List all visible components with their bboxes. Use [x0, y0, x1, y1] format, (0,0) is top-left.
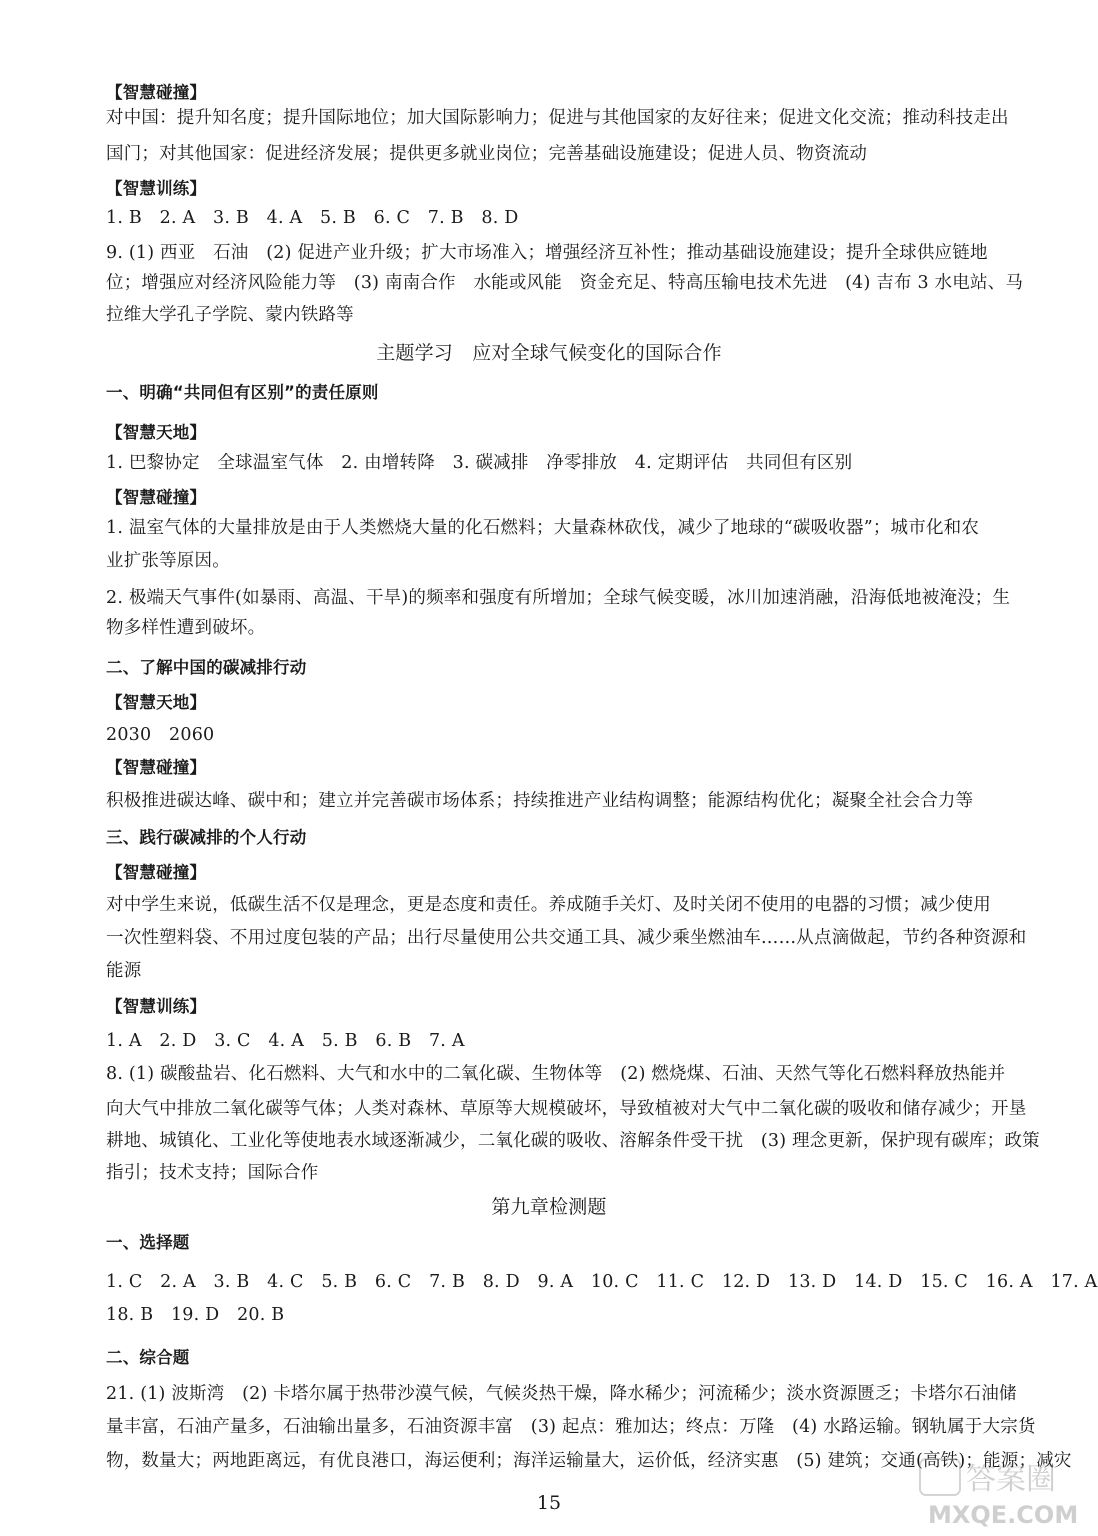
- answer-line: 量丰富，石油产量多，石油输出量多，石油资源丰富 (3) 起点：雅加达；终点：万隆 (4) 水路运输。钢轨属于大宗货: [106, 1417, 1036, 1437]
- answer-line: 位；增强应对经济风险能力等 (3) 南南合作 水能或风能 资金充足、特高压输电技术先进 (4) 吉布 3 水电站、马: [106, 273, 1024, 293]
- answer-line: 积极推进碳达峰、碳中和；建立并完善碳市场体系；持续推进产业结构调整；能源结构优化；凝聚全社会合力等: [106, 791, 974, 811]
- answer-line: 9. (1) 西亚 石油 (2) 促进产业升级；扩大市场准入；增强经济互补性；推动基础设施建设；提升全球供应链地: [106, 243, 988, 263]
- answer-line: 1. 巴黎协定 全球温室气体 2. 由增转降 3. 碳减排 净零排放 4. 定期评估 共同但有区别: [106, 453, 853, 473]
- section-title: 第九章检测题: [491, 1196, 607, 1218]
- svg-text:MXQE.COM: MXQE.COM: [928, 1501, 1079, 1529]
- answer-line: 1. C 2. A 3. B 4. C 5. B 6. C 7. B 8. D 9. A 10. C 11. C 12. D 13. D 14. D 15. C 16. A 17. A: [106, 1272, 1098, 1292]
- answer-line: 1. A 2. D 3. C 4. A 5. B 6. B 7. A: [106, 1031, 465, 1051]
- answer-line: 业扩张等原因。: [106, 551, 230, 571]
- answer-line: 能源: [106, 961, 142, 981]
- section-heading: 【智慧碰撞】: [106, 488, 207, 507]
- answer-line: 对中学生来说，低碳生活不仅是理念，更是态度和责任。养成随手关灯、及时关闭不使用的电器的习惯；减少使用: [106, 895, 991, 915]
- section-heading: 【智慧天地】: [106, 423, 207, 442]
- section-title: 主题学习 应对全球气候变化的国际合作: [376, 342, 722, 364]
- svg-text:答案圈: 答案圈: [966, 1462, 1056, 1497]
- answer-line: 1. B 2. A 3. B 4. A 5. B 6. C 7. B 8. D: [106, 208, 519, 228]
- section-heading: 三、践行碳减排的个人行动: [106, 828, 307, 847]
- answer-line: 指引；技术支持；国际合作: [106, 1163, 319, 1183]
- section-heading: 一、选择题: [106, 1233, 190, 1252]
- answer-line: 对中国：提升知名度；提升国际地位；加大国际影响力；促进与其他国家的友好往来；促进文化交流；推动科技走出: [106, 108, 1009, 128]
- section-heading: 一、明确“共同但有区别”的责任原则: [106, 383, 379, 402]
- answer-line: 向大气中排放二氧化碳等气体；人类对森林、草原等大规模破坏，导致植被对大气中二氧化碳的吸收和储存减少；开垦: [106, 1099, 1027, 1119]
- section-heading: 【智慧碰撞】: [106, 863, 207, 882]
- answer-line: 1. 温室气体的大量排放是由于人类燃烧大量的化石燃料；大量森林砍伐，减少了地球的“碳吸收器”；城市化和农: [106, 518, 980, 538]
- section-heading: 二、了解中国的碳减排行动: [106, 658, 307, 677]
- answer-line: 一次性塑料袋、不用过度包装的产品；出行尽量使用公共交通工具、减少乘坐燃油车……从点滴做起，节约各种资源和: [106, 928, 1027, 948]
- answer-line: 8. (1) 碳酸盐岩、化石燃料、大气和水中的二氧化碳、生物体等 (2) 燃烧煤、石油、天然气等化石燃料释放热能并: [106, 1064, 1006, 1084]
- answer-line: 21. (1) 波斯湾 (2) 卡塔尔属于热带沙漠气候，气候炎热干燥，降水稀少；河流稀少；淡水资源匮乏；卡塔尔石油储: [106, 1384, 1017, 1404]
- answer-line: 拉维大学孔子学院、蒙内铁路等: [106, 305, 354, 325]
- page-number: 15: [536, 1492, 562, 1514]
- section-heading: 【智慧天地】: [106, 693, 207, 712]
- section-heading: 【智慧训练】: [106, 179, 207, 198]
- answer-line: 18. B 19. D 20. B: [106, 1305, 285, 1325]
- section-heading: 二、综合题: [106, 1348, 190, 1367]
- section-heading: 【智慧碰撞】: [106, 758, 207, 777]
- answer-line: 耕地、城镇化、工业化等使地表水域逐渐减少，二氧化碳的吸收、溶解条件受干扰 (3) 理念更新，保护现有碳库；政策: [106, 1131, 1040, 1151]
- answer-line: 物多样性遭到破坏。: [106, 618, 266, 638]
- section-heading: 【智慧碰撞】: [106, 83, 207, 102]
- answer-line: 2030 2060: [106, 725, 215, 745]
- answer-line: 国门；对其他国家：促进经济发展；提供更多就业岗位；完善基础设施建设；促进人员、物资流动: [106, 144, 868, 164]
- answer-line: 物，数量大；两地距离远，有优良港口，海运便利；海洋运输量大，运价低，经济实惠 (5) 建筑；交通(高铁)；能源；减灾: [106, 1451, 1072, 1471]
- watermark-logo: [918, 1455, 1090, 1531]
- section-heading: 【智慧训练】: [106, 997, 207, 1016]
- answer-line: 2. 极端天气事件(如暴雨、高温、干旱)的频率和强度有所增加；全球气候变暖，冰川加速消融，沿海低地被淹没；生: [106, 588, 1011, 608]
